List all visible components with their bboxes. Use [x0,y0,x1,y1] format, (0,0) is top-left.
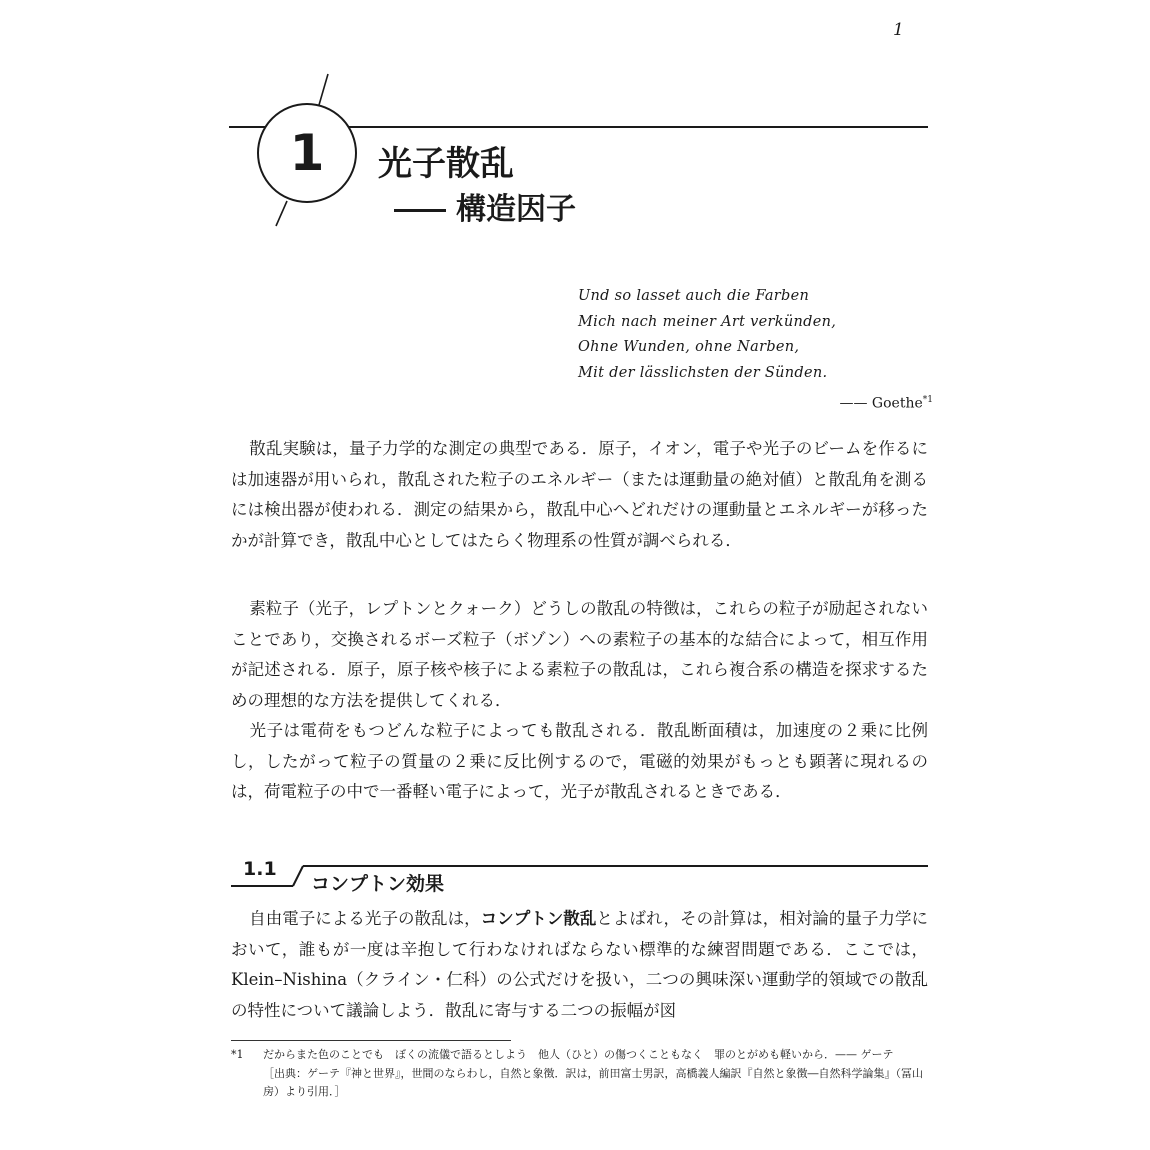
footnote-mark: *1 [231,1048,244,1061]
footnote-source: ［出典：ゲーテ『神と世界』，世間のならわし，自然と象徴．訳は，前田富士男訳，高橋義人編訳『自然と象徴―自然科学論集』（冨山房）より引用．］ [263,1066,923,1098]
chapter-subtitle-text: 構造因子 [456,192,576,227]
page-number: 1 [893,20,904,40]
paragraph-text: 散乱実験は，量子力学的な測定の典型である．原子，イオン，電子や光子のビームを作るには加速器が用いられ，散乱された粒子のエネルギー（または運動量の絶対値）と散乱角を測るには検出器が使われる．測定の結果から，散乱中心へどれだけの運動量とエネルギーが移ったかが計算でき，散乱中心としてはたらく物理系の性質が調べられる． [231,439,928,550]
section-paragraph [231,904,928,1026]
chapter-circle-tick-bottom [276,201,287,226]
chapter-circle-tick-top [319,74,328,105]
epigraph-line: Mit der lässlichsten der Sünden. [578,364,828,381]
paragraph-text: 光子は電荷をもつどんな粒子によっても散乱される．散乱断面積は，加速度の２乗に比例し，したがって粒子の質量の２乗に反比例するので，電磁的効果がもっとも顕著に現れるのは，荷電粒子の中で一番軽い電子によって，光子が散乱されるときである． [231,721,929,802]
key-term: コンプトン散乱 [480,909,597,928]
epigraph [578,284,933,416]
footnote-text: だからまた色のことでも ぼくの流儀で語るとしよう 他人（ひと）の傷つくこともなく 罪のとがめも軽いから．—— ゲーテ [263,1048,894,1061]
paragraph [231,434,928,556]
chapter-heading [0,0,1150,260]
epigraph-line: Mich nach meiner Art verkünden, [578,313,837,330]
footnote-rule [231,1040,511,1041]
footnote-ref: *1 [922,395,933,405]
footnote [231,1046,928,1102]
section-title: コンプトン効果 [311,873,445,895]
section-heading [231,852,928,902]
paragraph-text-before: 自由電子による光子の散乱は， [249,909,481,928]
chapter-title: 光子散乱 [378,144,514,184]
epigraph-attribution [578,388,933,416]
subtitle-dash [394,209,446,212]
section-number: 1.1 [243,858,277,880]
epigraph-author: —— Goethe [839,395,923,412]
paragraph-text: 素粒子（光子，レプトンとクォーク）どうしの散乱の特徴は，これらの粒子が励起されないことであり，交換されるボーズ粒子（ボゾン）への素粒子の基本的な結合によって，相互作用が記述される．原子，原子核や核子による素粒子の散乱は，これら複合系の構造を探求するための理想的な方法を提供してくれる． [231,599,928,710]
paragraph [231,594,928,716]
chapter-number: 1 [289,124,325,182]
section-rule-slant [293,866,303,886]
chapter-subtitle [394,190,576,230]
epigraph-line: Und so lasset auch die Farben [578,288,810,304]
epigraph-line: Ohne Wunden, ohne Narben, [578,339,800,355]
paragraph [231,716,928,808]
paragraph-text-after: とよばれ，その計算は，相対論的量子力学において，誰もが一度は辛抱して行わなければならない標準的な練習問題である．ここでは，Klein–Nishina（クライン・仁科）の公式だけを扱い，二つの興味深い運動学的領域での散乱の特性について議論しよう．散乱に寄与する二つの振幅が図 [231,909,928,1020]
